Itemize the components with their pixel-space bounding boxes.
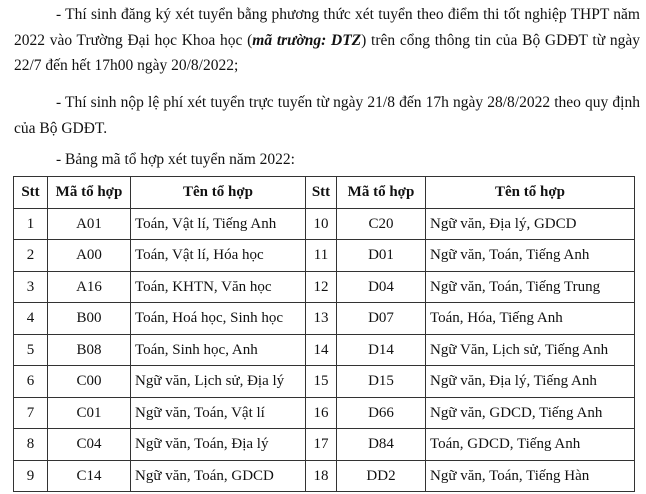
cell-stt: 17 [306,429,337,461]
cell-code: A01 [48,208,131,240]
table-row [14,366,635,398]
table-row [14,460,635,492]
cell-stt: 15 [306,366,337,398]
cell-name: Toán, Vật lí, Hóa học [131,240,306,272]
cell-code: D15 [337,366,426,398]
table-row [14,334,635,366]
cell-stt: 11 [306,240,337,272]
cell-name: Ngữ văn, Toán, Địa lý [131,429,306,461]
paragraph-registration-text-b: ) trên cổng thông tin của Bộ GDĐT từ ngày 22/7 đến hết 17h00 ngày 20/8/2022; [14,31,640,74]
cell-code: C04 [48,429,131,461]
cell-code: B08 [48,334,131,366]
cell-name: Ngữ văn, Lịch sử, Địa lý [131,366,306,398]
paragraph-fee-text: - Thí sinh nộp lệ phí xét tuyển trực tuyến từ ngày 21/8 đến 17h ngày 28/8/2022 theo quy định của Bộ GDĐT. [14,94,640,137]
paragraph-table-intro [14,147,640,173]
cell-stt: 18 [306,460,337,492]
cell-code: D14 [337,334,426,366]
cell-code: D07 [337,303,426,335]
combination-table [13,176,635,492]
cell-code: D84 [337,429,426,461]
cell-name: Ngữ văn, Toán, Tiếng Hàn [426,460,635,492]
cell-stt: 1 [14,208,48,240]
cell-stt: 12 [306,271,337,303]
cell-stt: 5 [14,334,48,366]
cell-code: C00 [48,366,131,398]
cell-name: Ngữ văn, Địa lý, GDCD [426,208,635,240]
header-stt: Stt [306,177,337,209]
cell-stt: 16 [306,397,337,429]
cell-name: Ngữ văn, Toán, GDCD [131,460,306,492]
cell-code: C01 [48,397,131,429]
cell-code: DD2 [337,460,426,492]
header-code: Mã tổ hợp [337,177,426,209]
cell-code: D66 [337,397,426,429]
cell-stt: 14 [306,334,337,366]
header-stt: Stt [14,177,48,209]
school-code: mã trường: DTZ [252,31,362,49]
cell-name: Toán, Vật lí, Tiếng Anh [131,208,306,240]
table-row [14,271,635,303]
cell-name: Toán, GDCD, Tiếng Anh [426,429,635,461]
cell-code: C14 [48,460,131,492]
cell-code: D01 [337,240,426,272]
cell-name: Toán, Sinh học, Anh [131,334,306,366]
table-row [14,208,635,240]
paragraph-fee [14,90,640,141]
table-header-row [14,177,635,209]
cell-name: Toán, KHTN, Văn học [131,271,306,303]
cell-name: Toán, Hoá học, Sinh học [131,303,306,335]
table-row [14,303,635,335]
header-name: Tên tổ hợp [426,177,635,209]
paragraph-registration-text-a: - Thí sinh đăng ký xét tuyển bằng phương thức xét tuyển theo điểm thi tốt nghiệp THPT năm 2022 vào Trường Đại học Khoa học ( [14,6,640,49]
cell-stt: 6 [14,366,48,398]
cell-stt: 2 [14,240,48,272]
paragraph-registration [14,2,640,79]
cell-code: D04 [337,271,426,303]
header-name: Tên tổ hợp [131,177,306,209]
header-code: Mã tổ hợp [48,177,131,209]
cell-name: Ngữ văn, Toán, Vật lí [131,397,306,429]
cell-stt: 4 [14,303,48,335]
cell-code: C20 [337,208,426,240]
paragraph-table-intro-text: - Bảng mã tổ hợp xét tuyển năm 2022: [56,151,295,168]
cell-code: A00 [48,240,131,272]
cell-stt: 3 [14,271,48,303]
table-row [14,397,635,429]
cell-name: Ngữ văn, Toán, Tiếng Anh [426,240,635,272]
table-row [14,429,635,461]
cell-stt: 13 [306,303,337,335]
cell-name: Toán, Hóa, Tiếng Anh [426,303,635,335]
cell-name: Ngữ văn, GDCD, Tiếng Anh [426,397,635,429]
cell-name: Ngữ văn, Toán, Tiếng Trung [426,271,635,303]
cell-stt: 10 [306,208,337,240]
cell-code: B00 [48,303,131,335]
cell-stt: 9 [14,460,48,492]
cell-stt: 8 [14,429,48,461]
table-row [14,240,635,272]
cell-name: Ngữ văn, Địa lý, Tiếng Anh [426,366,635,398]
cell-stt: 7 [14,397,48,429]
cell-code: A16 [48,271,131,303]
cell-name: Ngữ Văn, Lịch sử, Tiếng Anh [426,334,635,366]
